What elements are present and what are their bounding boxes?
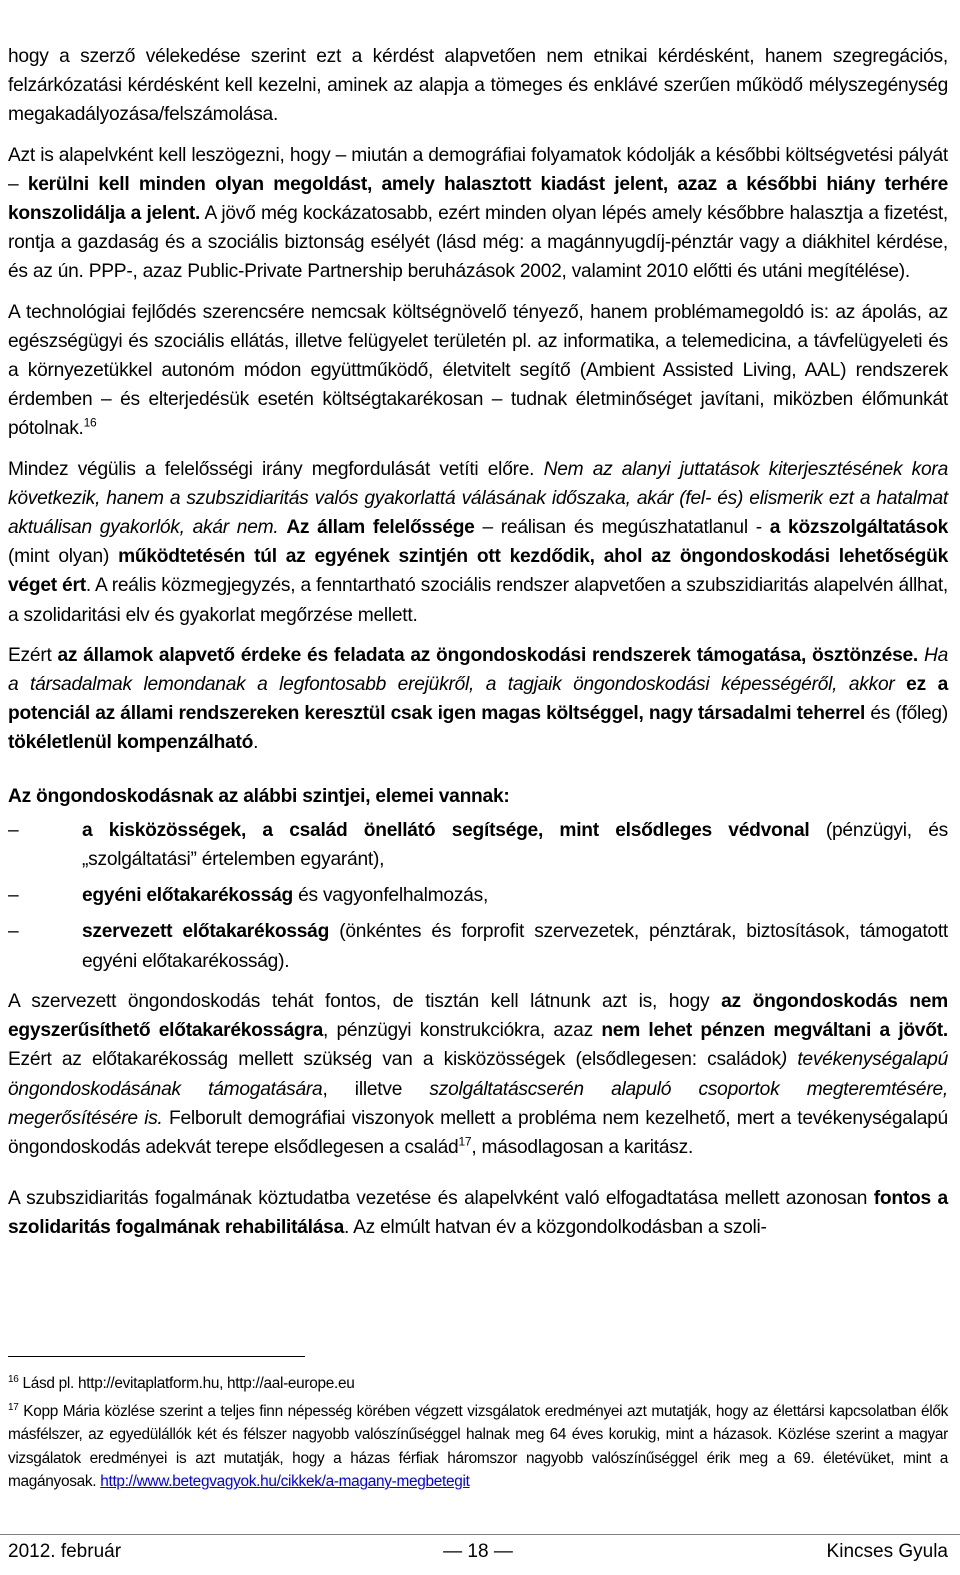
footer-date: 2012. február (8, 1541, 122, 1562)
paragraph-3 (8, 298, 948, 444)
section-heading: Az öngondoskodásnak az alábbi szintjei, elemei vannak: (8, 785, 510, 807)
paragraph-4-bold-1: Az állam felelőssége (286, 517, 475, 539)
paragraph-3-text: A technológiai fejlődés szerencsére nemcsak költségnövelő tényező, hanem problémamegoldó is: az ápolás, az egészségügyi és szociális ellátás, illetve felügyelet területén pl. az informatika, a telemedicina, a távfelügyeleti és a környezetükkel autonóm módon együttműködő, életvitelt segítő (Ambient Assisted Living, AAL) rendszerek érdemben – és elterjedésük esetén költségtakarékosan – tudnak életminőséget javítani, miközben élőmunkát pótolnak. (8, 301, 948, 440)
footnote-separator (8, 1356, 305, 1357)
list-item-text: (önkéntes és forprofit szervezetek, pénztárak, biztosítások, támogatott egyéni előtakarékosság). (82, 921, 948, 972)
footnote-17 (8, 1400, 948, 1494)
footnote-number: 17 (8, 1401, 19, 1413)
paragraph-2-text-cont: A jövő még kockázatosabb, ezért minden olyan lépés amely későbbre halasztja a fizetést, rontja a gazdaság és a szociális biztonság esélyét (lásd még: a magánnyugdíj-pénztár vagy a diákhitel kérdése, és az ún. PPP-, azaz Public-Private Partnership beruházások 2002, valamint 2010 előtti és utáni megítélése). (8, 203, 948, 283)
list-item-text: (pénzügyi, és „szolgáltatási” értelemben egyaránt), (82, 819, 948, 871)
paragraph-4-bold-2: a közszolgáltatások (769, 517, 948, 539)
paragraph-7-bold: fontos a szolidaritás fogalmának rehabilitálása (8, 1188, 948, 1239)
paragraph-2 (8, 141, 948, 287)
footnote-ref-16: 16 (83, 416, 97, 431)
footnote-number: 16 (8, 1373, 19, 1385)
paragraph-5-bold: az államok alapvető érdeke és feladata az öngondoskodási rendszerek támogatása, ösztönzése. (57, 644, 918, 666)
paragraph-2-bold: kerülni kell minden olyan megoldást, amely halasztott kiadást jelent, azaz a későbbi hiány terhére konszolidálja a jelent. (8, 173, 948, 225)
dash-bullet: – (8, 885, 19, 907)
footer-author: Kincses Gyula (826, 1541, 948, 1562)
levels-list (8, 816, 948, 976)
paragraph-2-text: Azt is alapelvként kell leszögezni, hogy – miután a demográfiai folyamatok kódolják a későbbi költségvetési pályát – (8, 144, 948, 195)
dash-bullet: – (8, 921, 19, 943)
paragraph-4-italic: Nem az alanyi juttatások kiterjesztésének kora következik, hanem a szubszidiaritás valós gyakorlattá válásának időszaka, akár (fel- és) elismerik ezt a hatalmat aktuálisan gyakorlók, akár nem. (8, 458, 948, 539)
paragraph-4-text-2: – reálisan és megúszhatatlanul - (474, 517, 770, 539)
paragraph-1-text: hogy a szerző vélekedése szerint ezt a kérdést alapvetően nem etnikai kérdésként, hanem szegregációs, felzárkózatási kérdésként kell kezelni, aminek az alapja a tömeges és enklávé szerűen működő mélyszegénység megakadályozása/felszámolása. (8, 46, 948, 126)
page-footer (8, 1541, 948, 1571)
paragraph-6-text: A szervezett öngondoskodás tehát fontos, de tisztán kell látnunk azt is, hogy (8, 990, 722, 1012)
paragraph-5 (8, 641, 948, 758)
paragraph-5-text-3: (főleg) (895, 703, 948, 725)
paragraph-6-end: , másodlagosan a karitász. (471, 1136, 694, 1158)
paragraph-6-italic-2: szolgáltatáscserén alapuló csoportok megteremtésére, megerősítésére is. (8, 1078, 948, 1129)
paragraph-7-end: . Az elmúlt hatvan év a közgondolkodásban a szoli- (344, 1217, 767, 1239)
footnote-text: Lásd pl. http://evitaplatform.hu, http://aal-europe.eu (18, 1375, 355, 1392)
paragraph-6-bold-2: nem lehet pénzen megváltani a jövőt. (601, 1020, 948, 1042)
paragraph-5-text: Ezért (8, 644, 58, 666)
footnote-text: Kopp Mária közlése szerint a teljes finn népesség körében végzett vizsgálatok eredményei azt mutatják, hogy az élettársi kapcsolatban élők másfélszer, az egyedülállók két és félszer nagyobb valószínűséggel halnak meg 64 éves korukig, mint a házasok. Közlése szerint a magyar vizsgálatok eredményei is azt mutatják, hogy a házas férfiak háromszor nagyobb valószínűséggel érik meg a 69. életévüket, mint a magányosak. (8, 1402, 948, 1490)
paragraph-4-text: Mindez végülis a felelősségi irány megfordulását vetíti előre. (8, 458, 544, 480)
paragraph-6-text-4: , illetve (322, 1078, 430, 1100)
dash-bullet: – (8, 819, 19, 841)
paragraph-7 (8, 1184, 948, 1242)
paragraph-6 (8, 987, 948, 1162)
paragraph-5-italic: Ha a társadalmak lemondanak a legfontosabb erejükről, a tagjaik öngondoskodási képességéről, akkor (8, 644, 948, 696)
list-item (8, 816, 948, 874)
paragraph-4-bold-3: működtetésén túl az egyének szintjén ott kezdődik, ahol az öngondoskodási lehetőségük véget ért (8, 546, 948, 597)
paragraph-4-text-4: . A reális közmegjegyzés, a fenntartható szociális rendszer alapvetően a szubszidiaritás alapelvén állhat, a szolidaritási elv és gyakorlat megőrzése mellett. (8, 575, 948, 626)
footnotes (8, 1372, 948, 1498)
paragraph-6-italic-1: ) tevékenységalapú öngondoskodásának támogatására (8, 1049, 948, 1100)
paragraph-7-text: A szubszidiaritás fogalmának köztudatba vezetése és alapelvként való elfogadtatása mellett azonosan (8, 1188, 874, 1210)
paragraph-6-text-2: , pénzügyi konstrukciókra, azaz (323, 1020, 602, 1042)
paragraph-6-text-3: Ezért az előtakarékosság mellett szükség van a kisközösségek (elsődlegesen: családok (8, 1049, 781, 1071)
footnote-16 (8, 1372, 948, 1396)
footer-separator (0, 1534, 960, 1535)
paragraph-5-end: . (253, 732, 259, 754)
list-item-bold: a kisközösségek, a család önellátó segítsége, mint elsődleges védvonal (82, 819, 810, 841)
paragraph-1 (8, 42, 948, 130)
list-item-text: és vagyonfelhalmozás, (293, 885, 489, 907)
list-item (8, 881, 948, 910)
footnote-ref-17: 17 (458, 1134, 472, 1149)
paragraph-5-bold-3: tökéletlenül kompenzálható (8, 732, 254, 754)
document-page (8, 42, 948, 1243)
paragraph-5-text-2: és (865, 703, 896, 725)
paragraph-5-bold-2: ez a potenciál az állami rendszereken keresztül csak igen magas költséggel, nagy társadalmi teherrel (8, 674, 948, 725)
page-number: — 18 — (443, 1541, 513, 1562)
list-item-bold: szervezett előtakarékosság (82, 921, 330, 943)
paragraph-6-bold-1: az öngondoskodás nem egyszerűsíthető előtakarékosságra (8, 990, 948, 1042)
list-item (8, 917, 948, 975)
paragraph-4 (8, 455, 948, 630)
paragraph-6-text-5: Felborult demográfiai viszonyok mellett a probléma nem kezelhető, mert a tevékenységalapú öngondoskodás adekvát terepe elsődlegesen a család (8, 1107, 948, 1158)
list-item-bold: egyéni előtakarékosság (82, 885, 294, 907)
paragraph-4-text-3: (mint olyan) (8, 546, 119, 568)
footnote-link[interactable]: http://www.betegvagyok.hu/cikkek/a-magany-megbetegit (100, 1473, 470, 1490)
